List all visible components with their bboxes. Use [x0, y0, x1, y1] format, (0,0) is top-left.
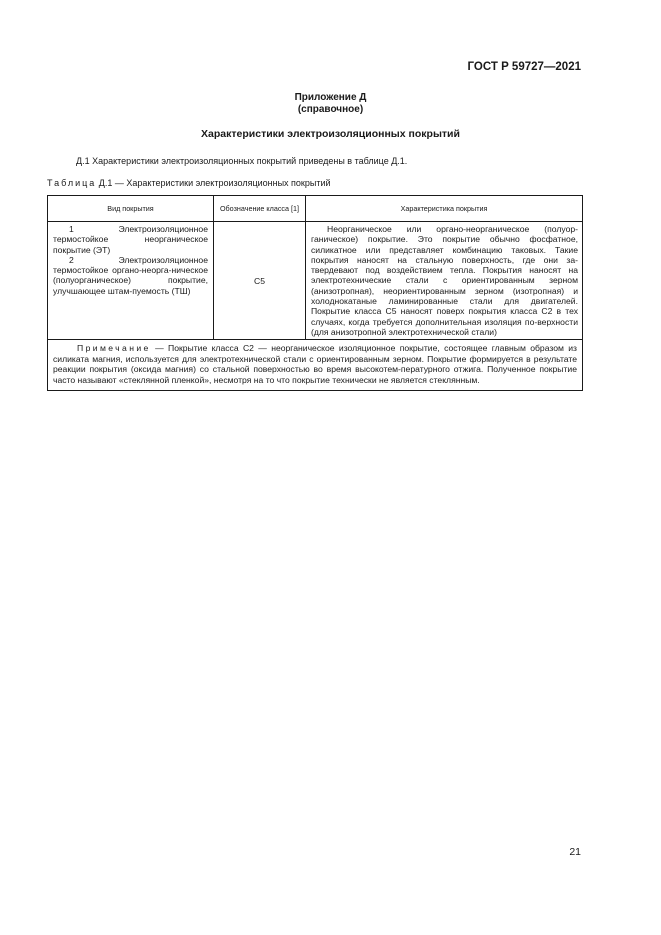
header-coating-type: Вид покрытия: [48, 196, 214, 222]
table-note-row: [48, 340, 583, 390]
cell-class-designation: С5: [214, 222, 306, 340]
cell-coating-types: [48, 222, 214, 340]
characteristic-text: Неорганическое или органо-неорганическое (полуор-ганическое) покрытие. Это покрытие обычно фосфатное, силикатное или представляет комбинацию таковых. Такие покрытия наносят на стальную поверхность, где они за-твердевают под воздействием тепла. Покрытия наносят на электротехнические стали с ориентированным зерном (анизотропная), неориентированным зерном (изотропная) и холоднокатаные ламинированные стали для двигателей. Покрытие класса С5 наносят поверх покрытия класса С2 в тех случаях, когда требуется дополнительная изоляция по-верхности (для анизотропной электротехнической стали): [311, 224, 578, 337]
section-heading: Характеристики электроизоляционных покрытий: [201, 128, 460, 140]
appendix-title: Приложение Д: [294, 92, 367, 103]
intro-paragraph: Д.1 Характеристики электроизоляционных покрытий приведены в таблице Д.1.: [76, 156, 408, 166]
appendix-subtitle: (справочное): [297, 104, 364, 115]
table-caption-text: Д.1 — Характеристики электроизоляционных покрытий: [96, 178, 331, 188]
page-number: 21: [569, 846, 581, 858]
table-header-row: [48, 196, 583, 222]
note-text: — Покрытие класса С2 — неорганическое изоляционное покрытие, состоящее главным образом из силиката магния, используется для электротехнической стали с ориентированным зерном. Покрытие формируется в результате реакции покрытия (оксида магния) со стальной поверхностью во время высокотем-пературного отжига. Полученное покрытие часто называют «стеклянной пленкой», несмотря на то что покрытие технически не является стеклянным.: [53, 343, 577, 386]
standard-code: ГОСТ Р 59727—2021: [467, 61, 581, 73]
coatings-table: [47, 195, 583, 391]
table-row: [48, 222, 583, 340]
table-caption-label: Таблица: [47, 178, 97, 188]
cell-characteristic: [306, 222, 583, 340]
note-label: Примечание: [77, 343, 151, 354]
appendix-title-block: [0, 92, 661, 116]
header-class-designation: Обозначение класса [1]: [214, 196, 306, 222]
table-note: [48, 340, 583, 390]
coating-type-2: 2 Электроизоляционное термостойкое органо-неорга-ническое (полуорганическое) покрытие, улучшающее штам-пуемость (ТШ): [53, 254, 208, 296]
header-characteristic: Характеристика покрытия: [306, 196, 583, 222]
coating-type-1: 1 Электроизоляционное термостойкое неорганическое покрытие (ЭТ): [53, 224, 208, 255]
table-caption: [47, 178, 331, 188]
